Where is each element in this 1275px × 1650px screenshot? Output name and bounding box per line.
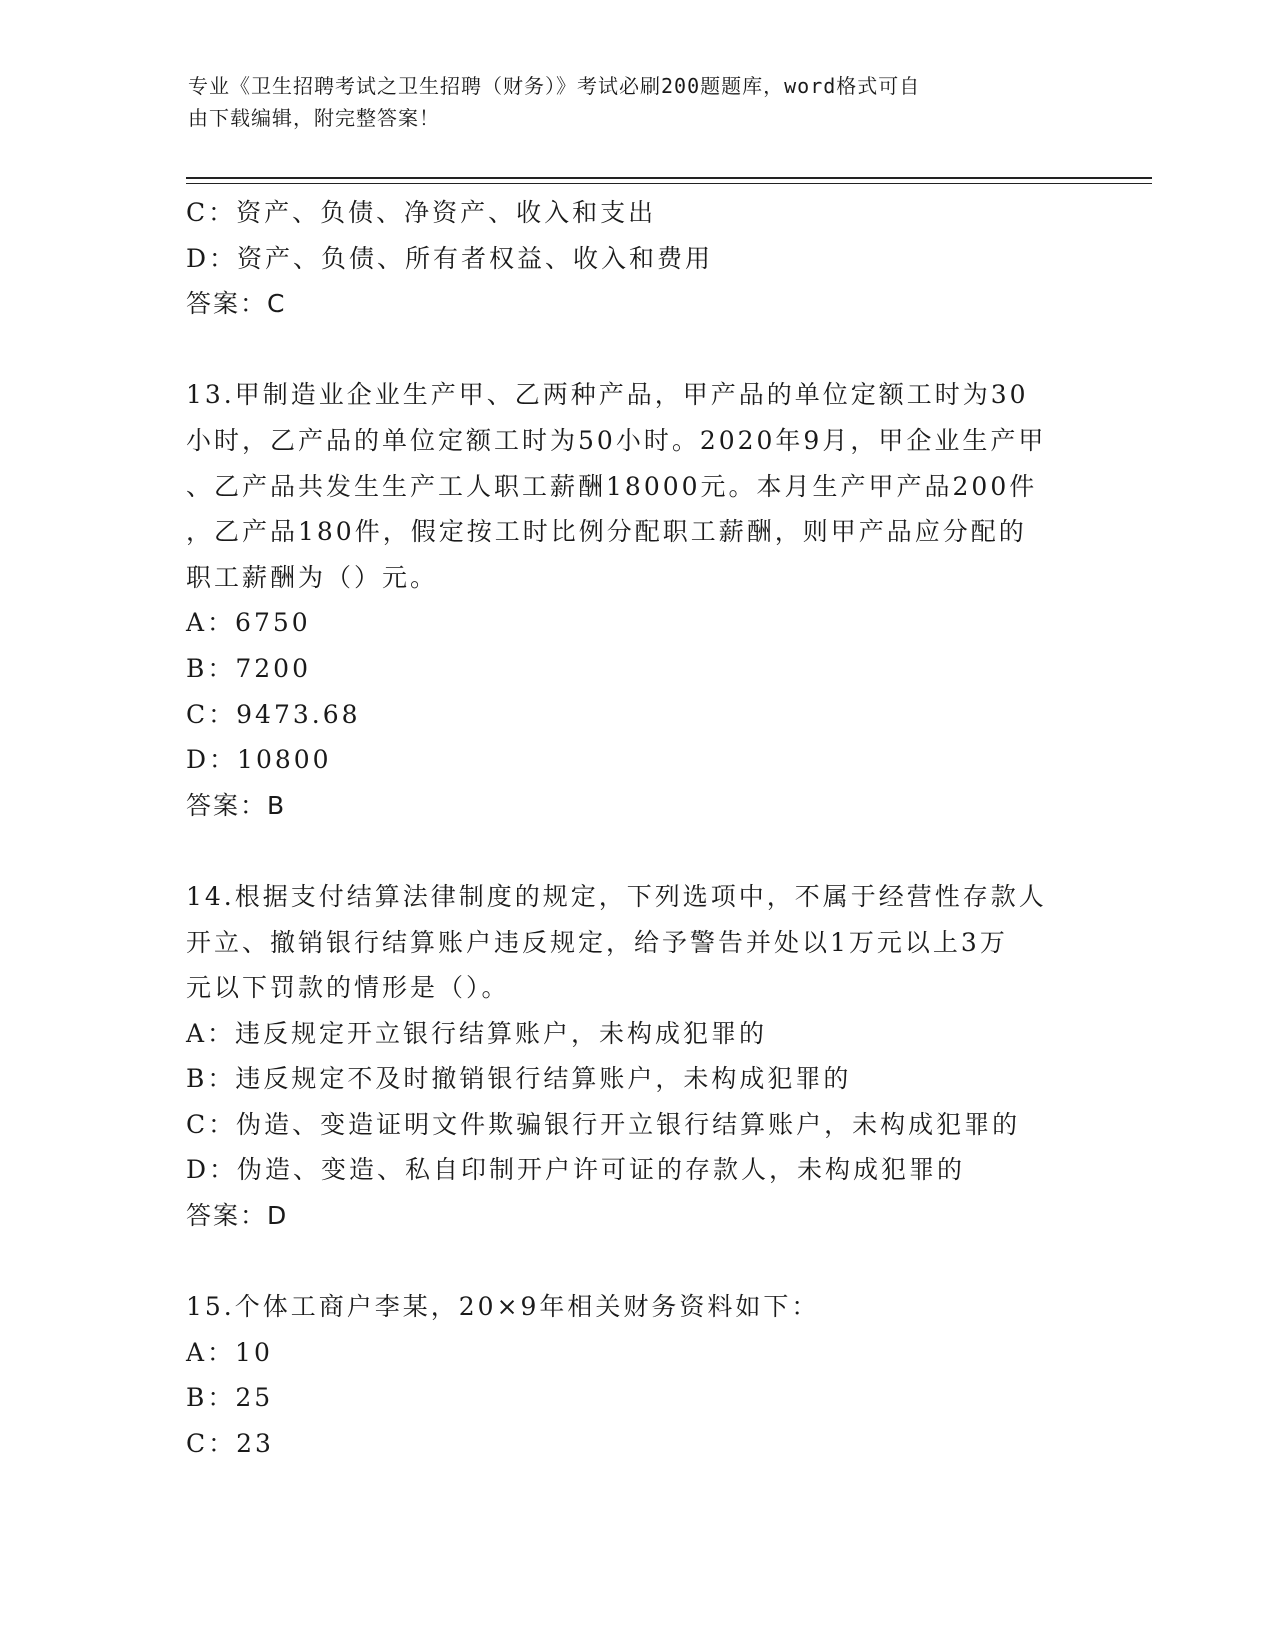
option-b: B：7200 — [186, 653, 311, 683]
header-line-2: 由下载编辑，附完整答案！ — [188, 106, 440, 130]
answer: 答案：D — [186, 1201, 289, 1231]
option-a: A：违反规定开立银行结算账户，未构成犯罪的 — [186, 1018, 768, 1048]
document-body — [186, 190, 1086, 1467]
option-d: D：伪造、变造、私自印制开户许可证的存款人，未构成犯罪的 — [186, 1155, 966, 1185]
spacer — [186, 1239, 1086, 1285]
question-stem-line: 、乙产品共发生生产工人职工薪酬18000元。本月生产甲产品200件 — [186, 471, 1038, 501]
option-a: A：6750 — [186, 608, 311, 638]
option-c: C：资产、负债、净资产、收入和支出 — [186, 198, 657, 227]
option-d: D：资产、负债、所有者权益、收入和费用 — [186, 243, 714, 273]
question-13 — [186, 372, 1086, 828]
spacer — [186, 327, 1086, 373]
answer: 答案：B — [186, 790, 287, 820]
option-d: D：10800 — [186, 745, 332, 775]
option-c: C：伪造、变造证明文件欺骗银行开立银行结算账户，未构成犯罪的 — [186, 1109, 1021, 1139]
question-stem-line: ，乙产品180件，假定按工时比例分配职工薪酬，则甲产品应分配的 — [186, 517, 1027, 547]
option-b: B：25 — [186, 1383, 274, 1413]
option-a: A：10 — [186, 1337, 273, 1367]
question-stem-line: 15.个体工商户李某，20×9年相关财务资料如下： — [186, 1292, 820, 1322]
page-header — [188, 70, 1068, 134]
question-stem-line: 开立、撤销银行结算账户违反规定，给予警告并处以1万元以上3万 — [186, 927, 1008, 957]
question-15 — [186, 1284, 1086, 1466]
header-rule-thin — [186, 183, 1152, 184]
question-stem-line: 元以下罚款的情形是（）。 — [186, 973, 510, 1003]
answer: 答案：C — [186, 289, 287, 319]
header-rule-thick — [186, 177, 1152, 179]
question-14 — [186, 874, 1086, 1239]
spacer — [186, 828, 1086, 874]
option-c: C：9473.68 — [186, 699, 361, 729]
header-line-1: 专业《卫生招聘考试之卫生招聘（财务）》考试必刷200题题库，word格式可自 — [188, 74, 921, 98]
previous-question-tail — [186, 190, 1086, 327]
question-stem-line: 13.甲制造业企业生产甲、乙两种产品，甲产品的单位定额工时为30 — [186, 380, 1029, 410]
option-b: B：违反规定不及时撤销银行结算账户，未构成犯罪的 — [186, 1064, 852, 1094]
question-stem-line: 小时，乙产品的单位定额工时为50小时。2020年9月，甲企业生产甲 — [186, 425, 1047, 455]
question-stem-line: 职工薪酬为（）元。 — [186, 562, 439, 592]
option-c: C：23 — [186, 1429, 274, 1459]
question-stem-line: 14.根据支付结算法律制度的规定，下列选项中，不属于经营性存款人 — [186, 881, 1047, 911]
